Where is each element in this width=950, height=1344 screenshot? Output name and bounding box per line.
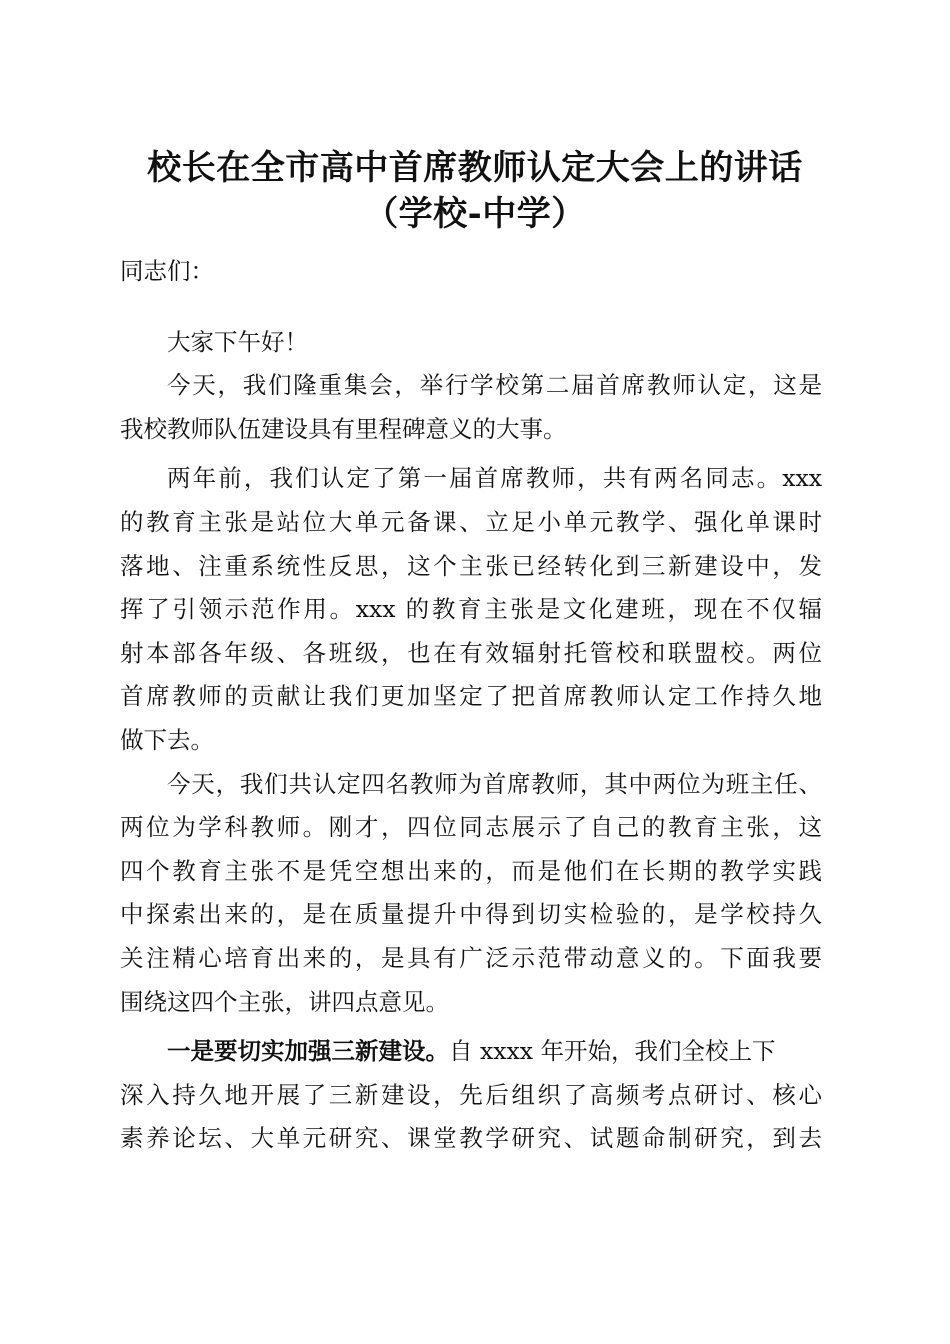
text-line: 围绕这四个主张，讲四点意见。 — [120, 987, 449, 1016]
text-line: 今天，我们隆重集会，举行学校第二届首席教师认定，这是 — [167, 371, 822, 400]
paragraph-2 — [120, 457, 822, 762]
text-line: 的教育主张是站位大单元备课、立足小单元教学、强化单课时 — [120, 507, 822, 536]
text-line: 四个教育主张不是凭空想出来的，而是他们在长期的教学实践 — [120, 856, 822, 885]
paragraph-4 — [120, 1030, 822, 1161]
text-line: 中探索出来的，是在质量提升中得到切实检验的，是学校持久 — [120, 900, 822, 929]
text-line: 首席教师的贡献让我们更加坚定了把首席教师认定工作持久地 — [120, 682, 822, 711]
text-line: 深入持久地开展了三新建设，先后组织了高频考点研讨、核心 — [120, 1080, 822, 1109]
document-body — [120, 250, 822, 1161]
text-line: 我校教师队伍建设具有里程碑意义的大事。 — [120, 414, 567, 443]
text-line: 两位为学科教师。刚才，四位同志展示了自己的教育主张，这 — [120, 813, 822, 842]
text-line: 两年前，我们认定了第一届首席教师，共有两名同志。xxx — [167, 464, 822, 493]
text-line: 挥了引领示范作用。xxx 的教育主张是文化建班，现在不仅辐 — [120, 595, 822, 624]
text-line — [120, 1030, 822, 1074]
text-line: 关注精心培育出来的，是具有广泛示范带动意义的。下面我要 — [120, 943, 822, 972]
salutation: 同志们： — [120, 257, 214, 285]
text-line: 素养论坛、大单元研究、课堂教学研究、试题命制研究，到去 — [120, 1124, 822, 1153]
greeting: 大家下午好！ — [167, 327, 308, 356]
paragraph-1 — [120, 364, 822, 451]
text-line: 今天，我们共认定四名教师为首席教师，其中两位为班主任、 — [167, 769, 822, 798]
text-line: 射本部各年级、各班级，也在有效辐射托管校和联盟校。两位 — [120, 638, 822, 667]
paragraph-3 — [120, 763, 822, 1025]
document-title: 校长在全市高中首席教师认定大会上的讲话 — [147, 148, 803, 188]
text-line: 落地、注重系统性反思，这个主张已经转化到三新建设中，发 — [120, 551, 822, 580]
text-segment: 自 xxxx 年开始，我们全校上下 — [449, 1037, 776, 1066]
document-subtitle: （学校-中学） — [364, 194, 586, 234]
section-heading: 一是要切实加强三新建设。 — [167, 1037, 449, 1066]
text-line: 做下去。 — [120, 725, 214, 754]
